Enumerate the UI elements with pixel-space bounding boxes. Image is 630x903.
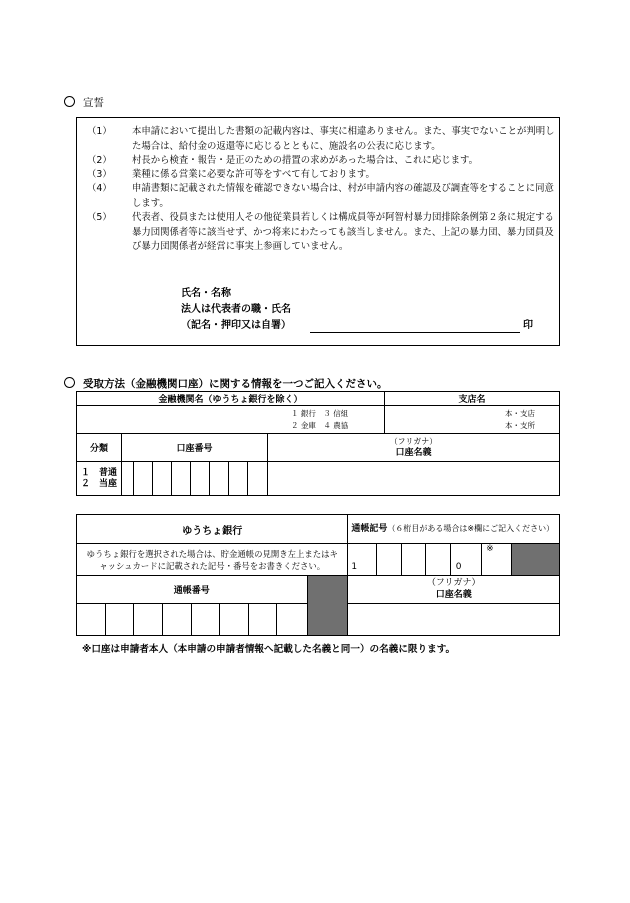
circle-icon (64, 96, 75, 107)
bank-name-input[interactable] (77, 406, 385, 434)
signature-rep-label: 法人は代表者の職・氏名 (181, 304, 291, 315)
account-name-input[interactable] (268, 462, 560, 496)
bank-table (76, 391, 560, 496)
bank-type-options-2: ２ 金庫 ４ 農協 (291, 421, 349, 430)
symbol-digit-cell[interactable]: 0 (450, 544, 481, 576)
passbook-digit-cell[interactable] (220, 604, 249, 636)
number-shaded-cell (307, 576, 348, 636)
account-name-label: 口座名義 (395, 447, 432, 458)
signature-name-label: 氏名・名称 (181, 288, 231, 299)
symbol-digit-cell[interactable] (377, 544, 402, 576)
yucho-furigana-label: （フリガナ） (426, 578, 481, 588)
branch-name-input[interactable] (385, 406, 560, 434)
category-header: 分類 (77, 434, 122, 462)
category-option-1: １ 普通 (81, 467, 118, 478)
signature-note: （記名・押印又は自署） (181, 320, 291, 331)
furigana-label: （フリガナ） (389, 436, 438, 446)
yucho-header: ゆうちょ銀行 (77, 515, 348, 544)
declaration-title: 宣誓 (83, 97, 104, 109)
bank-name-header: 金融機関名（ゆうちょ銀行を除く） (77, 392, 385, 406)
account-digit-cell[interactable] (172, 462, 191, 496)
yucho-table (76, 514, 560, 636)
yucho-instruction: ゆうちょ銀行を選択された場合は、貯金通帳の見開き左上またはキャッシュカードに記載された記号・番号をお書きください。 (77, 544, 348, 576)
yucho-account-name-header (348, 576, 560, 604)
declaration-box: （1） 本申請において提出した書類の記載内容は、事実に相違ありません。また、事実でないことが判明した場合は、給付金の返還等に応じるとともに、施設名の公表に応じます。 （2） 村長から検査・報告・是正のための措置の求めがあった場合は、これに応じます。 （3） 業種に係る営業に必要な許可等をすべて有しております。 （4） 申請書類に記載された情報を確認できない場合は、村が申請内容の確認及び調査等をすることに同意します。 （5） 代表者、役員または使用人その他従業員若しくは構成員等が阿智村暴力団排除条例第２条に規定する暴力団関係者等に該当せず、かつ将来にわたっても該当しません。また、上記の暴力団、暴力団員及び暴力団関係者が経営に事実上参画していません。 氏名・名称 法人は代表者の職・氏名 （記名・押印又は自署） 印 (76, 117, 560, 346)
account-digit-cell[interactable] (134, 462, 153, 496)
footnote: ※口座は申請者本人（本申請の申請者情報へ記載した名義と同一）の名義に限ります。 (82, 644, 456, 655)
account-digit-cell[interactable] (248, 462, 268, 496)
account-digit-cell[interactable] (122, 462, 134, 496)
signature-line[interactable] (310, 332, 520, 333)
branch-type-options-2: 本・支所 (505, 421, 535, 430)
symbol-digit-cell[interactable]: 1 (348, 544, 377, 576)
symbol-digit-cell[interactable] (426, 544, 451, 576)
passbook-number-header: 通帳番号 (77, 576, 308, 604)
receipt-title: 受取方法（金融機関口座）に関する情報を一つご記入ください。 (83, 378, 388, 390)
yucho-account-name-input[interactable] (348, 604, 560, 636)
circle-icon (64, 377, 75, 388)
passbook-digit-cell[interactable] (277, 604, 307, 636)
branch-name-header: 支店名 (385, 392, 560, 406)
receipt-heading (64, 376, 388, 391)
branch-type-options-1: 本・支店 (505, 409, 535, 418)
passbook-digit-cell[interactable] (162, 604, 191, 636)
symbol-shaded-cell (512, 544, 560, 576)
passbook-digit-cell[interactable] (105, 604, 134, 636)
passbook-digit-cell[interactable] (248, 604, 277, 636)
symbol-digit-cell[interactable] (401, 544, 426, 576)
category-option-2: ２ 当座 (81, 478, 118, 489)
symbol-header (348, 515, 560, 544)
passbook-digit-cell[interactable] (191, 604, 220, 636)
category-options[interactable] (77, 462, 122, 496)
account-digit-cell[interactable] (191, 462, 210, 496)
account-digit-cell[interactable] (210, 462, 229, 496)
account-digit-cell[interactable] (153, 462, 172, 496)
yucho-account-name-label: 口座名義 (435, 590, 472, 600)
account-number-header: 口座番号 (122, 434, 268, 462)
declaration-heading (64, 95, 104, 110)
symbol-header-label: 通帳記号 (351, 524, 388, 534)
passbook-digit-cell[interactable] (77, 604, 106, 636)
account-name-header (268, 434, 560, 462)
symbol-sixth-digit-cell[interactable]: ※ (482, 544, 512, 576)
account-digit-cell[interactable] (229, 462, 248, 496)
symbol-header-note: （６桁目がある場合は※欄にご記入ください） (387, 524, 555, 533)
bank-type-options-1: １ 銀行 ３ 信組 (291, 409, 349, 418)
seal-label: 印 (523, 320, 533, 331)
passbook-digit-cell[interactable] (134, 604, 163, 636)
